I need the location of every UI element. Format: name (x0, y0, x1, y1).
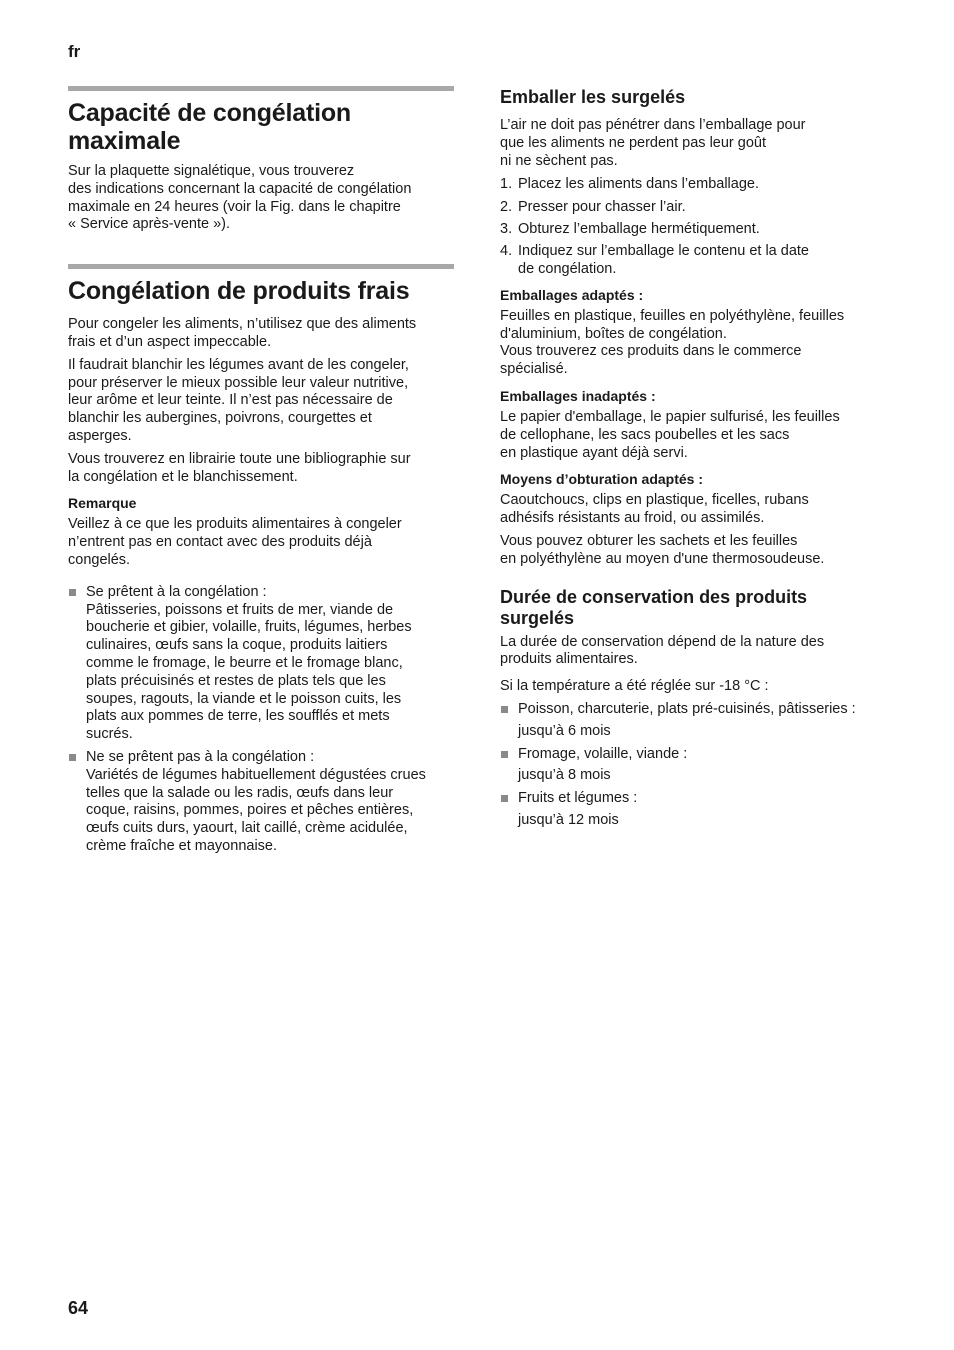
paragraph: Feuilles en plastique, feuilles en polyéthylène, feuilles d'aluminium, boîtes de congélation. Vous trouverez ces produits dans le commerce spécialisé. (500, 307, 845, 378)
square-bullet-icon (69, 589, 76, 596)
square-bullet-icon (501, 706, 508, 713)
section-body: Sur la plaquette signalétique, vous trouverez des indications concernant la capacité de congélation maximale en 24 heures (voir la Fig. dans le chapitre « Service après-vente »). (68, 163, 412, 233)
step-item (500, 221, 890, 239)
left-column (68, 86, 454, 861)
list-item (500, 790, 890, 830)
section-divider (68, 264, 454, 269)
list-item-text: Se prêtent à la congélation : Pâtisseries, poissons et fruits de mer, viande de boucherie et gibier, volaille, fruits, légumes, herbes culinaires, œufs sans la coque, produits laitiers comme le fromage, le beurre et le fromage blanc, plats précuisinés et restes de plats tels que les soupes, ragouts, la viande et le poisson cuits, les plats aux pommes de terre, les soufflés et mets sucrés. (86, 583, 412, 743)
paragraph: Pour congeler les aliments, n’utilisez que des aliments frais et d’un aspect impeccable. (68, 316, 417, 350)
step-number: 1. (500, 176, 513, 193)
section-max-freezing-capacity (68, 86, 454, 234)
square-bullet-icon (501, 795, 508, 802)
square-bullet-icon (501, 751, 508, 758)
storage-duration: jusqu’à 6 mois (518, 722, 611, 739)
paragraph: Vous trouverez en librairie toute une bibliographie sur la congélation et le blanchissement. (68, 450, 411, 485)
storage-duration: jusqu’à 12 mois (518, 812, 619, 829)
square-bullet-icon (69, 754, 76, 761)
list-item-text: Ne se prêtent pas à la congélation : Variétés de légumes habituellement dégustées crues telles que la salade ou les radis, œufs dans leur coque, raisins, pommes, poires et pêches entières, œufs cuits durs, yaourt, lait caillé, crème acidulée, crème fraîche et mayonnaise. (86, 748, 426, 854)
list-item (500, 701, 890, 741)
subheading-unsuited-packaging: Emballages inadaptés : (500, 388, 656, 405)
step-number: 2. (500, 198, 513, 215)
section-storage-duration (500, 587, 890, 830)
step-item (500, 243, 890, 279)
list-item (500, 746, 890, 786)
step-number: 3. (500, 220, 513, 237)
step-text: Placez les aliments dans l’emballage. (518, 176, 759, 193)
food-category: Fruits et légumes : (518, 790, 638, 807)
subheading-closure-means: Moyens d’obturation adaptés : (500, 471, 704, 488)
list-item (68, 749, 454, 856)
storage-duration-list (500, 701, 890, 830)
paragraph: Il faudrait blanchir les légumes avant de les congeler, pour préserver le mieux possible leur valeur nutritive, leur arôme et leur teinte. Il n’est pas nécessaire de blanchir les aubergines, poivrons, courgettes et asperges. (68, 356, 409, 444)
paragraph: La durée de conservation dépend de la nature des produits alimentaires. (500, 633, 825, 668)
step-item (500, 199, 890, 217)
step-number: 4. (500, 243, 513, 260)
step-text: Indiquez sur l’emballage le contenu et la date de congélation. (518, 243, 809, 278)
page-number: 64 (68, 1298, 89, 1318)
section-freezing-fresh-products (68, 264, 454, 856)
suitability-list (68, 584, 454, 856)
right-column (500, 86, 890, 835)
food-category: Poisson, charcuterie, plats pré-cuisinés, pâtisseries : (518, 701, 856, 718)
language-tag: fr (68, 42, 81, 61)
step-text: Obturez l’emballage hermétiquement. (518, 220, 760, 237)
storage-duration: jusqu’à 8 mois (518, 767, 611, 784)
remark-title: Remarque (68, 495, 137, 512)
step-text: Presser pour chasser l’air. (518, 198, 686, 215)
paragraph: Caoutchoucs, clips en plastique, ficelles, rubans adhésifs résistants au froid, ou assimilés. (500, 492, 809, 527)
paragraph: Vous pouvez obturer les sachets et les feuilles en polyéthylène au moyen d'une thermosoudeuse. (500, 533, 825, 567)
section-title: Congélation de produits frais (68, 277, 410, 306)
remark-body: Veillez à ce que les produits alimentaires à congeler n’entrent pas en contact avec des produits déjà congelés. (68, 516, 402, 568)
section-title: Durée de conservation des produits surgelés (500, 586, 808, 628)
section-title: Capacité de congélation maximale (68, 99, 351, 155)
packing-steps (500, 176, 890, 278)
subheading-adapted-packaging: Emballages adaptés : (500, 286, 644, 303)
paragraph: Si la température a été réglée sur -18 °C : (500, 678, 769, 695)
paragraph: Le papier d'emballage, le papier sulfurisé, les feuilles de cellophane, les sacs poubelles et les sacs en plastique ayant déjà servi. (500, 409, 840, 461)
step-item (500, 176, 890, 194)
list-item (68, 584, 454, 744)
paragraph: L’air ne doit pas pénétrer dans l’emballage pour que les aliments ne perdent pas leur goût ni ne sèchent pas. (500, 117, 806, 169)
section-packing-frozen-food (500, 87, 890, 569)
section-divider (68, 86, 454, 91)
food-category: Fromage, volaille, viande : (518, 745, 688, 762)
section-title: Emballer les surgelés (500, 87, 686, 107)
